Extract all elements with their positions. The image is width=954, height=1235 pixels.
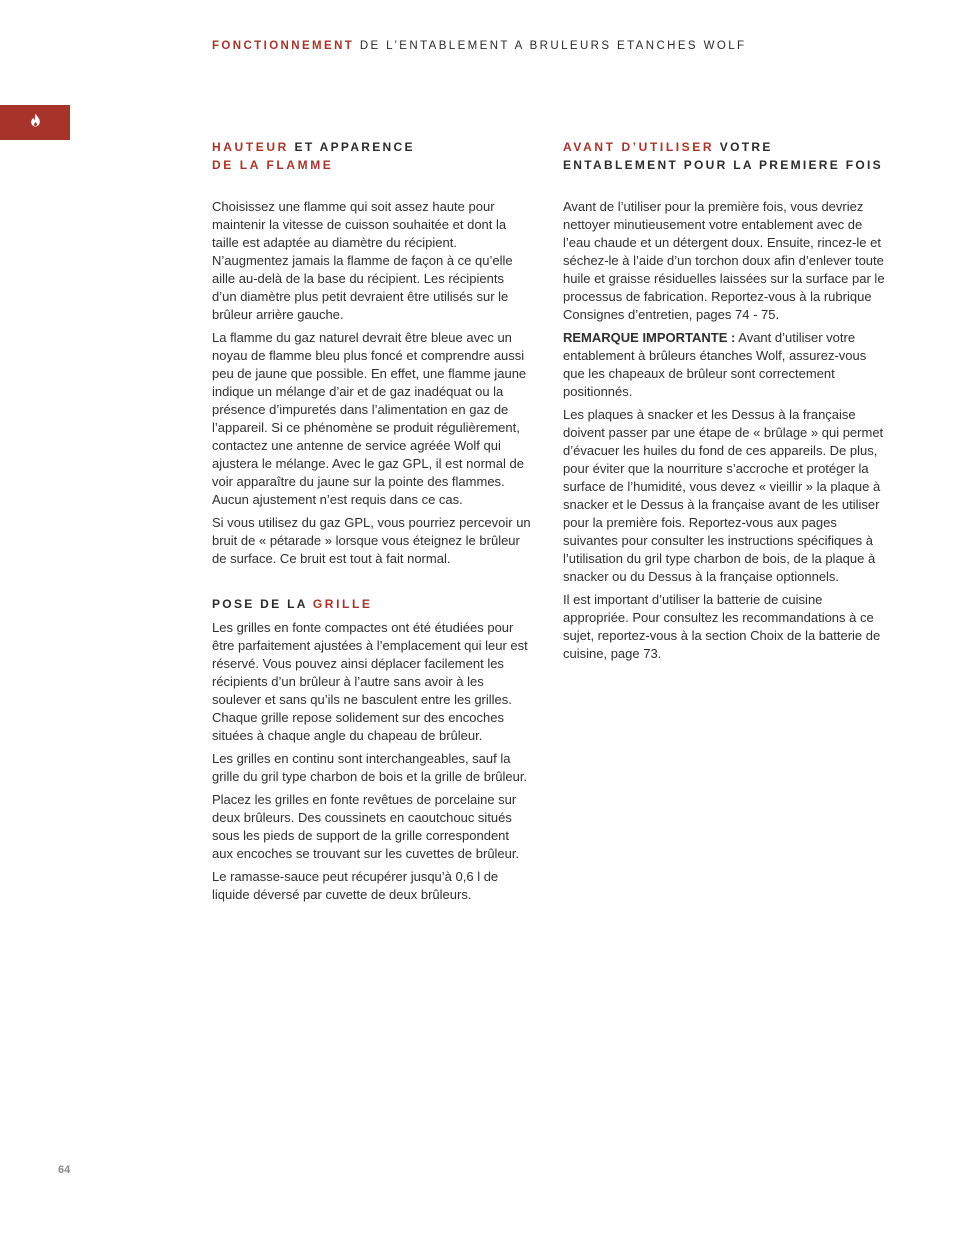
left-column (212, 138, 532, 909)
paragraph: Les grilles en continu sont interchangeables, sauf la grille du gril type charbon de bois et la grille de brûleur. (212, 751, 528, 784)
header-accent: FONCTIONNEMENT (212, 40, 355, 52)
heading-accent: AVANT D’UTILISER (563, 140, 715, 154)
paragraph: Placez les grilles en fonte revêtues de porcelaine sur deux brûleurs. Des coussinets en caoutchouc situés sous les pieds de support de la grille correspondent aux encoches se trouvant sur les cuvettes de brûleur. (212, 792, 520, 861)
heading-normal: POSE DE LA (212, 597, 313, 611)
heading-normal-line2: ENTABLEMENT POUR LA PREMIERE FOIS (563, 158, 883, 172)
running-header (212, 40, 932, 52)
paragraph: Si vous utilisez du gaz GPL, vous pourriez percevoir un bruit de « pétarade » lorsque vous éteignez le brûleur de surface. Ce bruit est tout à fait normal. (212, 515, 531, 566)
note-label: REMARQUE IMPORTANTE : (563, 330, 736, 345)
header-rest: DE L’ENTABLEMENT A BRULEURS ETANCHES WOLF (354, 40, 747, 52)
paragraph: Le ramasse-sauce peut récupérer jusqu’à 0,6 l de liquide déversé par cuvette de deux brûleurs. (212, 869, 499, 902)
page-number: 64 (58, 1164, 71, 1176)
before-use-heading (563, 138, 888, 174)
heading-normal: VOTRE (714, 140, 773, 154)
paragraph: Avant de l’utiliser pour la première fois, vous devriez nettoyer minutieusement votre entablement avec de l’eau chaude et un détergent doux. Ensuite, rincez-le et séchez-le à l’aide d’un torchon doux afin d’enlever toute huile et graisse résiduelles laissées sur la surface par le processus de fabrication. Reportez-vous à la rubrique Consignes d’entretien, pages 74 - 75. (563, 199, 885, 322)
paragraph: Il est important d’utiliser la batterie de cuisine appropriée. Pour consultez les recommandations à ce sujet, reportez-vous à la section Choix de la batterie de cuisine, page 73. (563, 592, 881, 661)
heading-accent: GRILLE (312, 597, 373, 611)
paragraph: Les grilles en fonte compactes ont été étudiées pour être parfaitement ajustées à l’emplacement qui leur est réservé. Vous pouvez ainsi déplacer facilement les récipients d’un brûleur à l’autre sans avoir à les soulever et sans qu’ils ne basculent entre les grilles. Chaque grille repose solidement sur des encoches situées à chaque angle du chapeau de brûleur. (212, 620, 528, 743)
heading-accent: HAUTEUR (212, 140, 289, 154)
section-tab (0, 105, 70, 140)
heading-normal: ET APPARENCE (288, 140, 415, 154)
paragraph: Les plaques à snacker et les Dessus à la française doivent passer par une étape de « brûlage » qui permet d’évacuer les huiles du fond de ces appareils. De plus, pour éviter que la nourriture s’accroche et protéger la surface de l’humidité, vous devez « vieillir » la plaque à snacker et le Dessus à la française avant de les utiliser pour la première fois. Reportez-vous aux pages suivantes pour consulter les instructions spécifiques à l’utilisation du gril type charbon de bois, de la plaque à snacker ou du Dessus à la française optionnels. (563, 407, 884, 584)
note-text: Avant d’utiliser votre entablement à brûleurs étanches Wolf, assurez-vous que les chapeaux de brûleur sont correctement positionnés. (563, 330, 867, 399)
flame-icon (30, 113, 41, 132)
flame-height-heading (212, 138, 532, 174)
right-column (563, 138, 888, 668)
paragraph: Choisissez une flamme qui soit assez haute pour maintenir la vitesse de cuisson souhaitée et dont la taille est adaptée au diamètre du récipient. N’augmentez jamais la flamme de façon à ce qu’elle aille au-delà de la base du récipient. Les récipients d’un diamètre plus petit devraient être utilisés sur le brûleur arrière gauche. (212, 199, 513, 322)
heading-accent-line2: DE LA FLAMME (212, 158, 334, 172)
paragraph: La flamme du gaz naturel devrait être bleue avec un noyau de flamme bleu plus foncé et comprendre aussi peu de jaune que possible. En effet, une flamme jaune indique un mélange d’air et de gaz inadéquat ou la présence d’impuretés dans l’alimentation en gaz de l’appareil. Si ce phénomène se produit régulièrement, contactez une antenne de service agréée Wolf qui ajustera le mélange. Avec le gaz GPL, il est normal de voir apparaître du jaune sur la pointe des flammes. Aucun ajustement n’est requis dans ce cas. (212, 330, 527, 507)
grate-heading (212, 595, 532, 613)
important-note (563, 329, 888, 401)
